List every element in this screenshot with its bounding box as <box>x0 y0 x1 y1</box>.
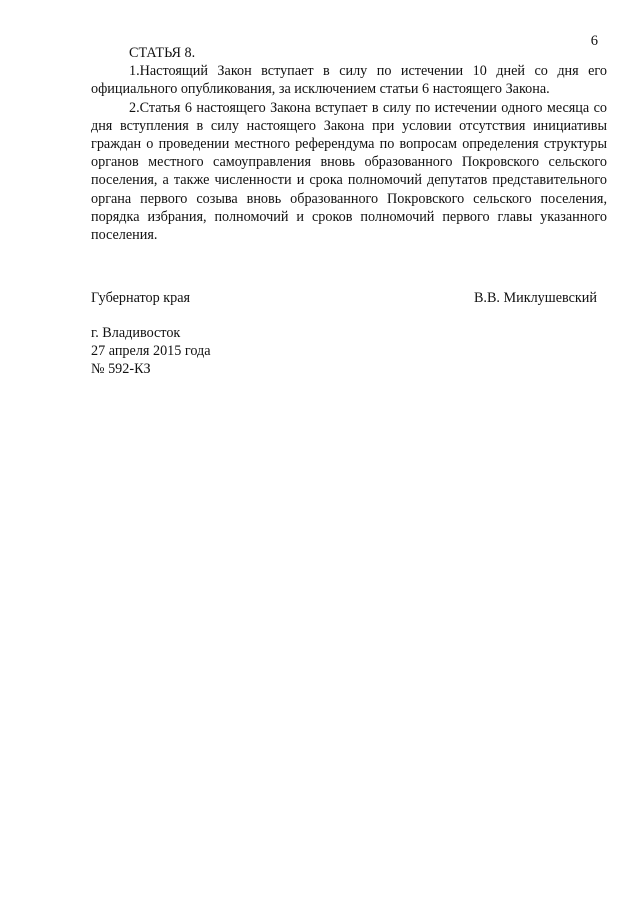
signer-position: Губернатор края <box>91 290 191 306</box>
article-paragraph-1: 1.Настоящий Закон вступает в силу по истечении 10 дней со дня его официального опубликования, за исключением статьи 6 настоящего Закона. <box>91 63 607 98</box>
signing-date: 27 апреля 2015 года <box>91 343 211 360</box>
article-paragraph-2: 2.Статья 6 настоящего Закона вступает в силу по истечении одного месяца со дня вступления в силу настоящего Закона при условии отсутствия инициативы граждан о проведении местного референдума по вопросам определения структуры органов местного самоуправления вновь образованного Покровского сельского поселения, а также численности и срока полномочий депутатов представительного органа первого созыва вновь образованного Покровского сельского поселения, порядка избрания, полномочий и сроков полномочий первого главы указанного поселения. <box>91 99 607 244</box>
place-date-block <box>91 324 211 379</box>
signer-name: В.В. Миклушевский <box>473 290 597 306</box>
page-number: 6 <box>590 33 598 49</box>
signing-city: г. Владивосток <box>91 325 181 341</box>
article-section <box>91 44 607 244</box>
article-title: СТАТЬЯ 8. <box>129 45 196 61</box>
law-number: № 592-КЗ <box>91 361 151 378</box>
